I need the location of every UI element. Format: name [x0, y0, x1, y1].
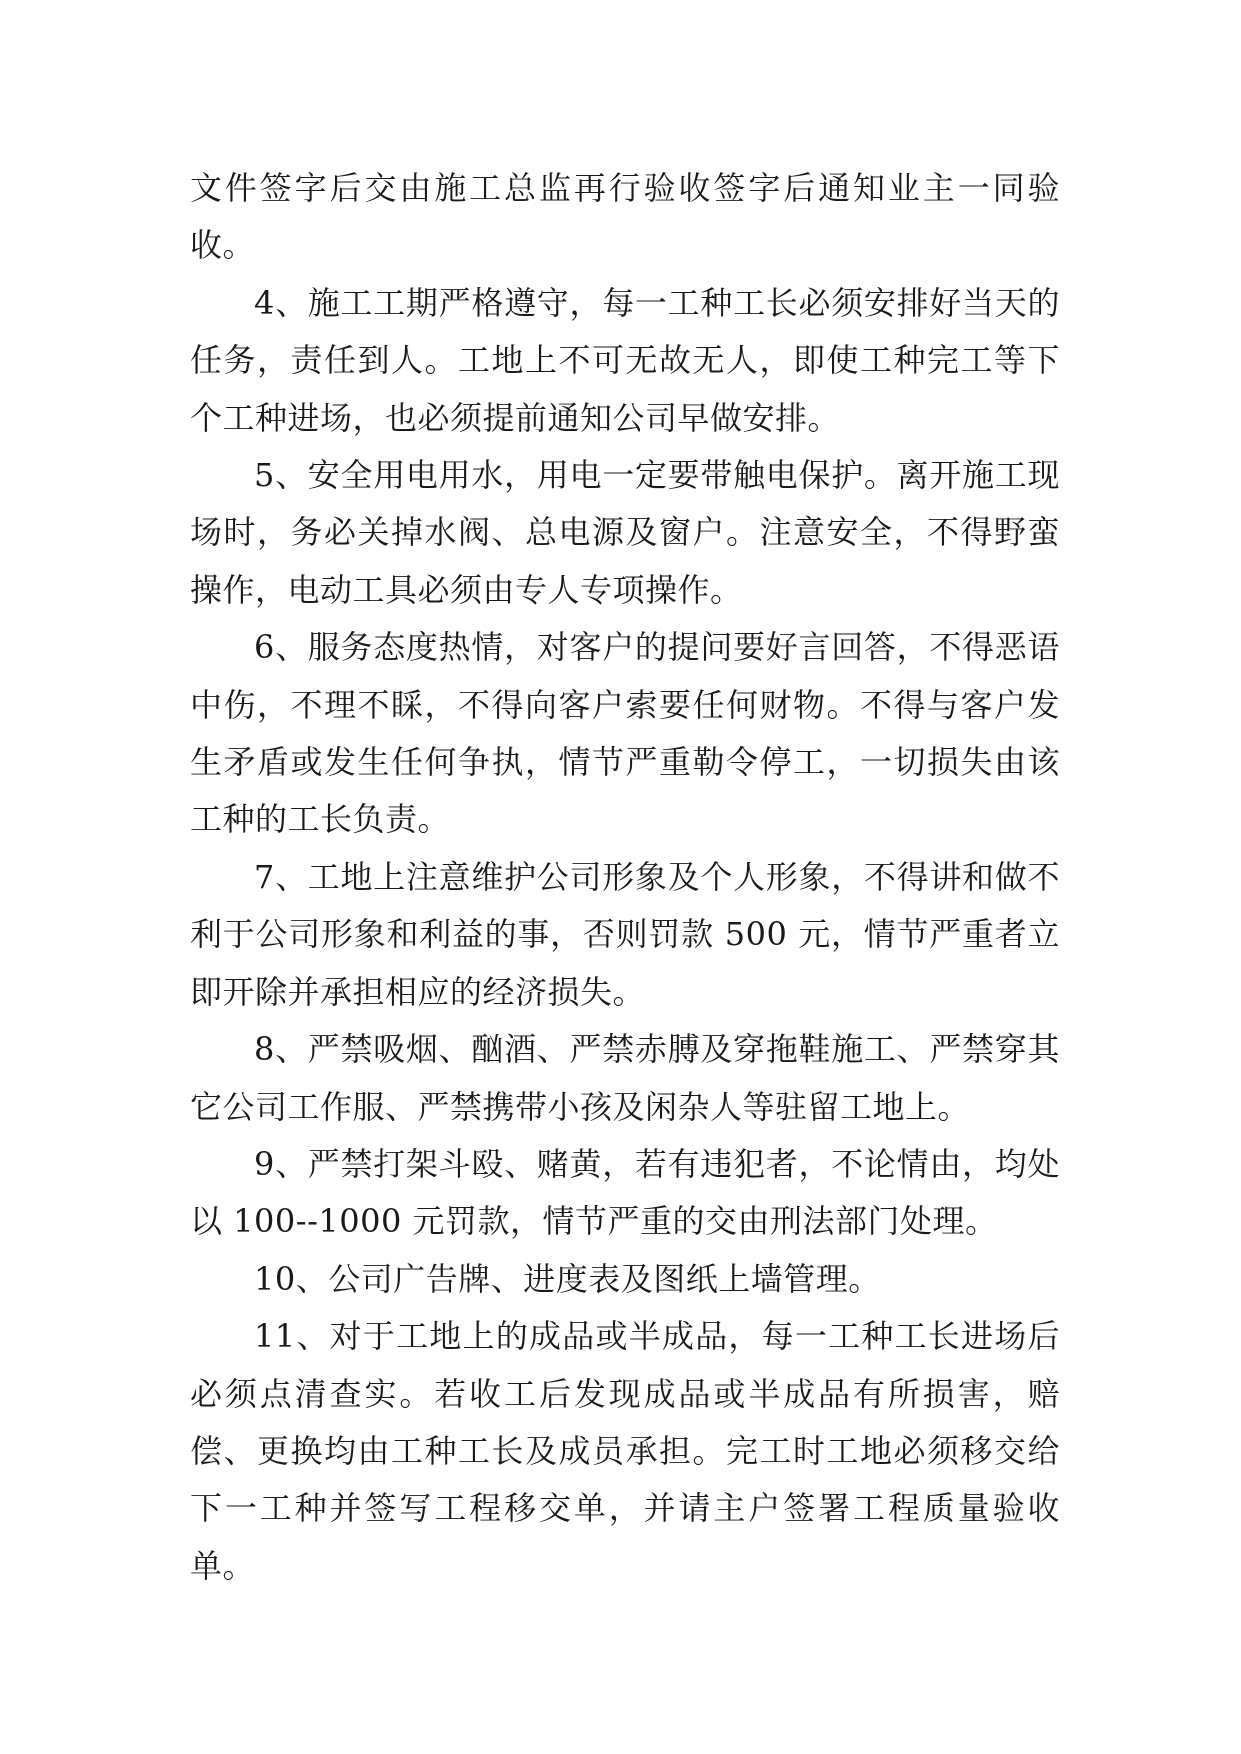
paragraph-rule-4: 4、施工工期严格遵守，每一工种工长必须安排好当天的任务，责任到人。工地上不可无故无人，即使工种完工等下个工种进场，也必须提前通知公司早做安排。 — [190, 283, 1060, 437]
paragraph-rule-9: 9、严禁打架斗殴、赌黄，若有违犯者，不论情由，均处以 100--1000 元罚款，情节严重的交由刑法部门处理。 — [190, 1144, 1060, 1241]
paragraph-rule-5: 5、安全用电用水，用电一定要带触电保护。离开施工现场时，务必关掉水阀、总电源及窗户。注意安全，不得野蛮操作，电动工具必须由专人专项操作。 — [190, 456, 1060, 609]
paragraph-rule-6: 6、服务态度热情，对客户的提问要好言回答，不得恶语中伤，不理不睬，不得向客户索要任何财物。不得与客户发生矛盾或发生任何争执，情节严重勒令停工，一切损失由该工种的工长负责。 — [190, 628, 1060, 839]
document-body — [190, 160, 1060, 1595]
paragraph-continuation: 文件签字后交由施工总监再行验收签字后通知业主一同验收。 — [190, 169, 1060, 265]
paragraph-rule-11: 11、对于工地上的成品或半成品，每一工种工长进场后必须点清查实。若收工后发现成品或半成品有所损害，赔偿、更换均由工种工长及成员承担。完工时工地必须移交给下一工种并签写工程移交单，并请主户签署工程质量验收单。 — [190, 1317, 1060, 1585]
paragraph-rule-7: 7、工地上注意维护公司形象及个人形象，不得讲和做不利于公司形象和利益的事，否则罚款 500 元，情节严重者立即开除并承担相应的经济损失。 — [190, 857, 1060, 1011]
paragraph-rule-8: 8、严禁吸烟、酗酒、严禁赤膊及穿拖鞋施工、严禁穿其它公司工作服、严禁携带小孩及闲杂人等驻留工地上。 — [190, 1030, 1060, 1126]
paragraph-rule-10: 10、公司广告牌、进度表及图纸上墙管理。 — [254, 1259, 881, 1298]
